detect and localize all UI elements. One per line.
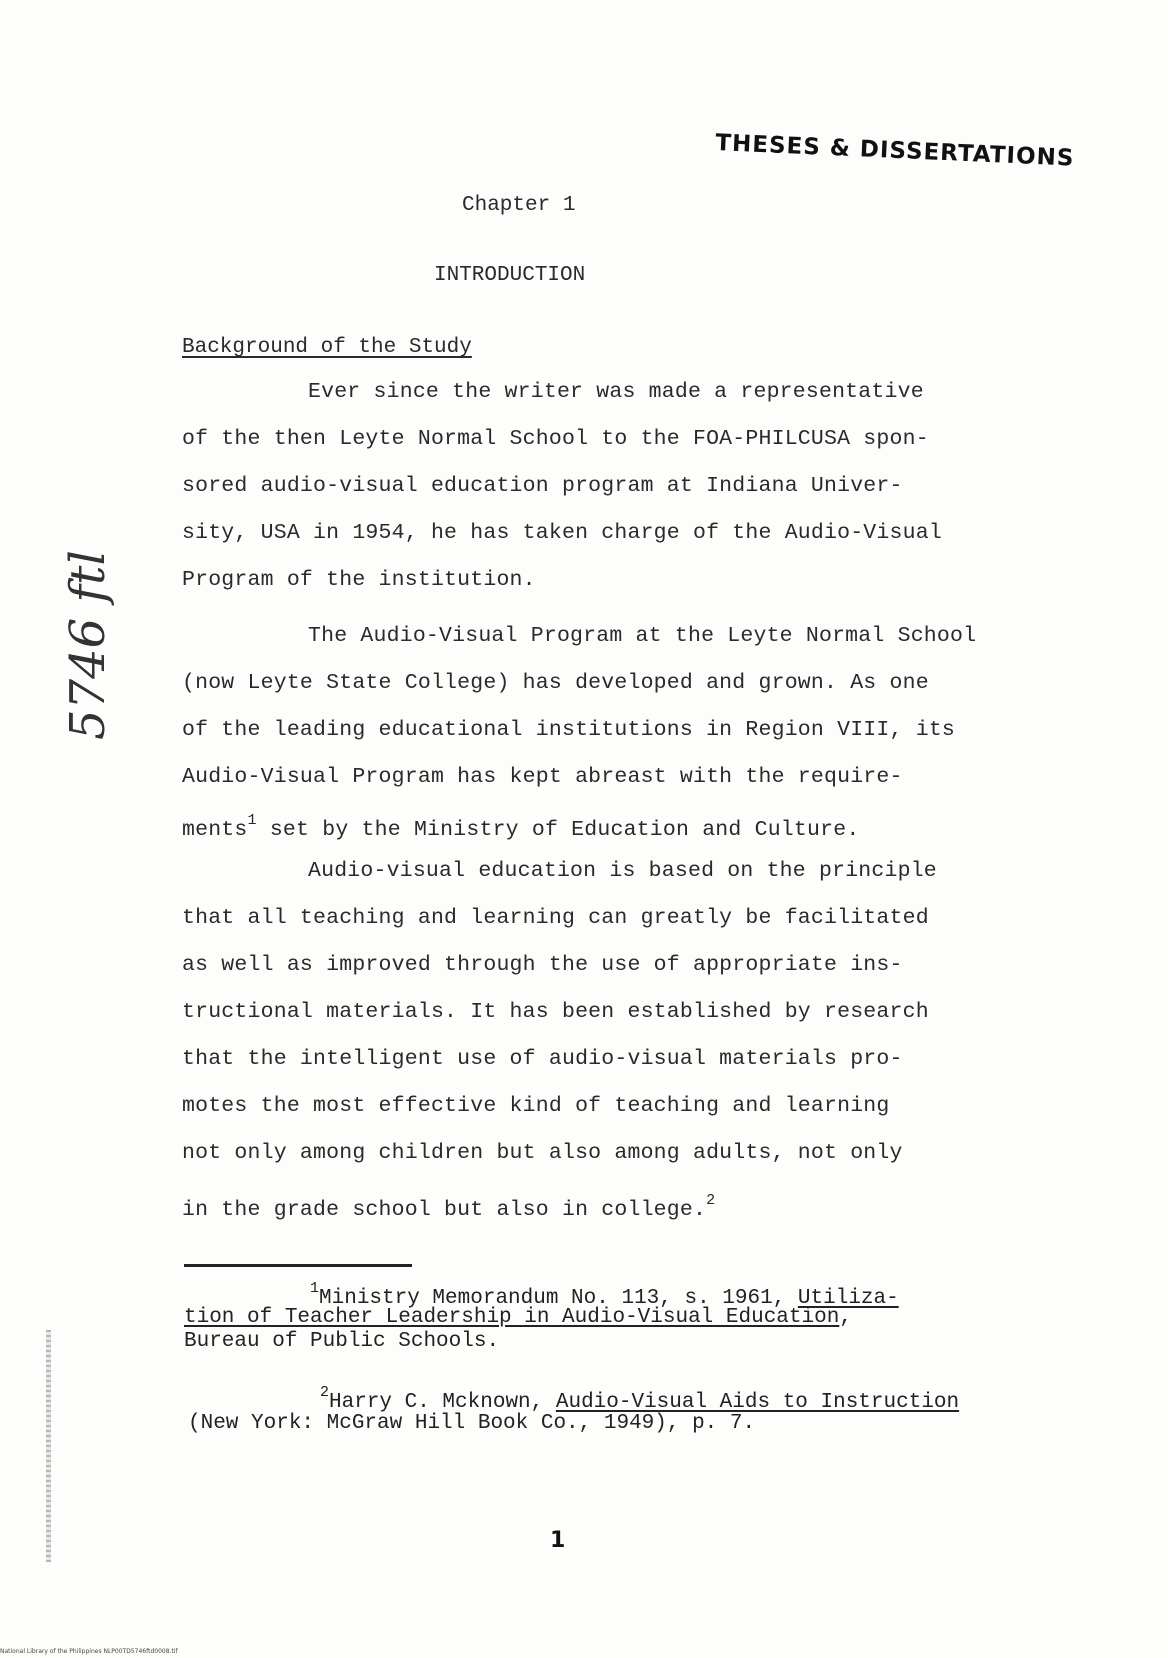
body-line: motes the most effective kind of teaching and learning bbox=[182, 1094, 890, 1118]
body-line bbox=[182, 1192, 715, 1222]
theses-dissertations-stamp: THESES & DISSERTATIONS bbox=[714, 130, 1075, 172]
footnote-text: Ministry Memorandum No. 113, s. 1961, bbox=[319, 1287, 798, 1310]
footnote-2-line-1 bbox=[320, 1384, 959, 1414]
footnote-mark: 1 bbox=[310, 1280, 320, 1297]
body-line: of the then Leyte Normal School to the FOA-PHILCUSA spon- bbox=[182, 427, 929, 451]
body-line: Audio-Visual Program has kept abreast with the require- bbox=[182, 765, 903, 789]
body-line bbox=[182, 812, 859, 842]
body-line: tructional materials. It has been established by research bbox=[182, 1000, 929, 1024]
section-heading: Background of the Study bbox=[182, 336, 472, 359]
body-line: (now Leyte State College) has developed and grown. As one bbox=[182, 671, 929, 695]
body-line: that all teaching and learning can greatly be facilitated bbox=[182, 906, 929, 930]
footnote-title: Audio-Visual Aids to Instruction bbox=[555, 1391, 960, 1414]
body-line: The Audio-Visual Program at the Leyte Normal School bbox=[308, 624, 977, 648]
body-line: as well as improved through the use of appropriate ins- bbox=[182, 953, 903, 977]
chapter-title: INTRODUCTION bbox=[434, 264, 586, 287]
footnote-text: , bbox=[839, 1306, 852, 1329]
body-line: Program of the institution. bbox=[182, 568, 536, 592]
body-line: sity, USA in 1954, he has taken charge of the Audio-Visual bbox=[182, 521, 942, 545]
footnote-mark: 2 bbox=[320, 1384, 330, 1401]
body-fragment: ments bbox=[182, 818, 248, 842]
chapter-label: Chapter 1 bbox=[462, 194, 576, 217]
footnote-1-line-2 bbox=[184, 1306, 852, 1329]
footnote-2-line-2: (New York: McGraw Hill Book Co., 1949), p. 7. bbox=[188, 1412, 756, 1435]
body-line: Ever since the writer was made a representative bbox=[308, 380, 924, 404]
footnote-title: Utiliza- bbox=[797, 1287, 899, 1310]
body-line: Audio-visual education is based on the principle bbox=[308, 859, 937, 883]
body-line: sored audio-visual education program at Indiana Univer- bbox=[182, 474, 903, 498]
body-line: not only among children but also among adults, not only bbox=[182, 1141, 903, 1165]
page-number: 1 bbox=[550, 1528, 566, 1553]
body-line: of the leading educational institutions in Region VIII, its bbox=[182, 718, 956, 742]
footnote-title: tion of Teacher Leadership in Audio-Visual Education bbox=[184, 1306, 840, 1329]
body-line: that the intelligent use of audio-visual materials pro- bbox=[182, 1047, 903, 1071]
body-fragment: set by the Ministry of Education and Culture. bbox=[269, 818, 860, 842]
footnote-rule bbox=[184, 1264, 412, 1267]
handwritten-margin-note: 5746 ftl bbox=[60, 550, 116, 740]
footnote-mark: 1 bbox=[247, 812, 257, 829]
body-fragment: in the grade school but also in college. bbox=[182, 1198, 707, 1222]
scan-edge-artifact bbox=[46, 1330, 51, 1562]
footnote-text: Harry C. Mcknown, bbox=[329, 1391, 556, 1414]
footnote-1-line-3: Bureau of Public Schools. bbox=[184, 1330, 500, 1353]
footnote-mark: 2 bbox=[706, 1192, 716, 1209]
scan-footer: National Library of the Philippines NLP00TD5746ftd0008.tif bbox=[0, 1648, 178, 1655]
